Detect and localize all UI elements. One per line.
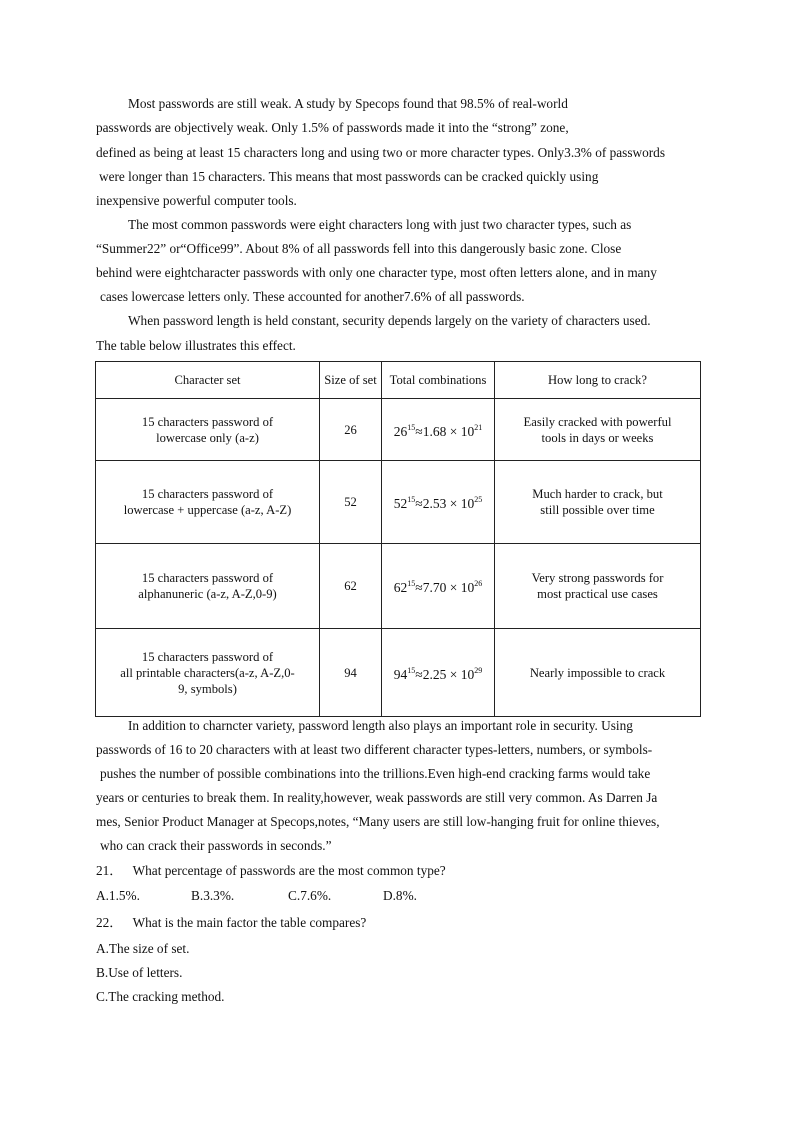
passage-line: When password length is held constant, security depends largely on the variety of characters used. xyxy=(128,313,651,328)
passage-line: cases lowercase letters only. These accounted for another7.6% of all passwords. xyxy=(100,289,525,304)
table-row xyxy=(96,399,701,461)
password-strength-table xyxy=(95,361,701,717)
question-21-stem xyxy=(96,863,446,879)
passage-line: pushes the number of possible combinations into the trillions.Even high-end cracking farms would take xyxy=(100,766,651,781)
header-size-of-set: Size of set xyxy=(320,362,382,399)
question-number: 21． xyxy=(96,863,123,878)
passage-line: passwords are objectively weak. Only 1.5% of passwords made it into the “strong” zone, xyxy=(96,120,569,135)
passage-line: mes, Senior Product Manager at Specops,notes, “Many users are still low-hanging fruit for online thieves, xyxy=(96,814,660,829)
option-c: C.7.6%. xyxy=(288,888,332,903)
question-21-options xyxy=(96,888,417,904)
question-text: What percentage of passwords are the most common type? xyxy=(132,863,446,878)
option-a: A.1.5%. xyxy=(96,888,140,903)
question-text: What is the main factor the table compares? xyxy=(132,915,367,930)
passage-line: who can crack their passwords in seconds.” xyxy=(100,838,332,853)
passage-line: The most common passwords were eight characters long with just two character types, such as xyxy=(128,217,632,232)
passage-line: defined as being at least 15 characters long and using two or more character types. Only3.3% of passwords xyxy=(96,145,666,160)
passage-line: In addition to charncter variety, password length also plays an important role in security. Using xyxy=(128,718,633,733)
cell-character-set: 15 characters password of all printable characters(a-z, A-Z,0- 9, symbols) xyxy=(96,629,320,717)
header-character-set: Character set xyxy=(96,362,320,399)
table-header-row xyxy=(96,362,701,399)
cell-size-of-set: 62 xyxy=(320,544,382,629)
question-22-option-a: A.The size of set. xyxy=(96,941,190,956)
cell-crack-time: Very strong passwords for most practical use cases xyxy=(495,544,701,629)
cell-size-of-set: 52 xyxy=(320,461,382,544)
table-row xyxy=(96,629,701,717)
passage-line: were longer than 15 characters. This means that most passwords can be cracked quickly using xyxy=(99,169,599,184)
cell-character-set: 15 characters password of lowercase + uppercase (a-z, A-Z) xyxy=(96,461,320,544)
passage-line: “Summer22” or“Office99”. About 8% of all passwords fell into this dangerously basic zone. Close xyxy=(96,241,622,256)
cell-total-combinations: $26^{15}\approx 1.68 \times 10^{21}$ xyxy=(382,399,495,461)
cell-total-combinations: $62^{15}\approx 7.70 \times 10^{26}$ xyxy=(382,544,495,629)
option-d: D.8%. xyxy=(383,888,417,903)
passage-line: The table below illustrates this effect. xyxy=(96,338,296,353)
cell-size-of-set: 94 xyxy=(320,629,382,717)
passage-line: behind were eightcharacter passwords with only one character type, most often letters alone, and in many xyxy=(96,265,657,280)
question-22-option-b: B.Use of letters. xyxy=(96,965,183,980)
table-row xyxy=(96,461,701,544)
passage-line: Most passwords are still weak. A study by Specops found that 98.5% of real-world xyxy=(128,96,568,111)
passage-line: years or centuries to break them. In reality,however, weak passwords are still very common. As Darren Ja xyxy=(96,790,658,805)
option-b: B.3.3%. xyxy=(191,888,235,903)
cell-character-set: 15 characters password of alphanuneric (a-z, A-Z,0-9) xyxy=(96,544,320,629)
cell-total-combinations: $94^{15}\approx 2.25 \times 10^{29}$ xyxy=(382,629,495,717)
question-22-option-c: C.The cracking method. xyxy=(96,989,225,1004)
cell-size-of-set: 26 xyxy=(320,399,382,461)
header-how-long-to-crack: How long to crack? xyxy=(495,362,701,399)
cell-crack-time: Easily cracked with powerful tools in days or weeks xyxy=(495,399,701,461)
header-total-combinations: Total combinations xyxy=(382,362,495,399)
passage-line: passwords of 16 to 20 characters with at least two different character types-letters, numbers, or symbols- xyxy=(96,742,653,757)
cell-character-set: 15 characters password of lowercase only (a-z) xyxy=(96,399,320,461)
question-number: 22． xyxy=(96,915,123,930)
passage-line: inexpensive powerful computer tools. xyxy=(96,193,297,208)
table-row xyxy=(96,544,701,629)
question-22-stem xyxy=(96,915,366,931)
cell-crack-time: Much harder to crack, but still possible over time xyxy=(495,461,701,544)
cell-crack-time: Nearly impossible to crack xyxy=(495,629,701,717)
cell-total-combinations: $52^{15}\approx 2.53 \times 10^{25}$ xyxy=(382,461,495,544)
